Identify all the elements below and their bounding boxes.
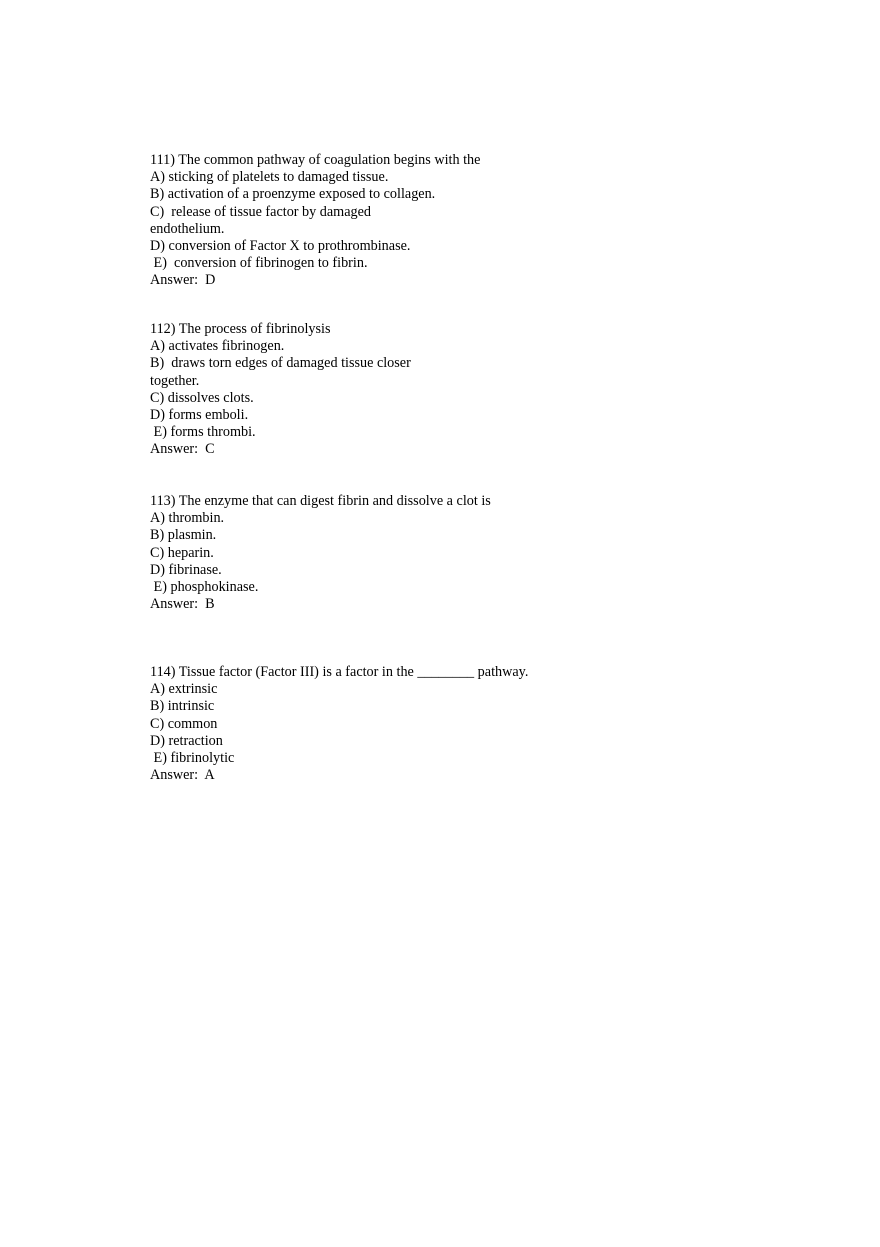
option-e: E) forms thrombi. xyxy=(150,424,256,441)
option-e: E) fibrinolytic xyxy=(150,750,235,767)
question-111 xyxy=(150,152,570,290)
question-112 xyxy=(150,321,570,459)
option-d: D) conversion of Factor X to prothrombinase. xyxy=(150,238,411,255)
option-a: A) activates fibrinogen. xyxy=(150,338,285,355)
question-stem: 114) Tissue factor (Factor III) is a factor in the ________ pathway. xyxy=(150,664,529,680)
option-b: B) intrinsic xyxy=(150,698,215,715)
option-b: B) plasmin. xyxy=(150,527,217,544)
option-d: D) forms emboli. xyxy=(150,407,249,424)
question-stem: 112) The process of fibrinolysis xyxy=(150,321,331,337)
option-c-continued: endothelium. xyxy=(150,220,225,237)
question-114 xyxy=(150,664,570,784)
option-d: D) fibrinase. xyxy=(150,561,222,578)
option-b: B) draws torn edges of damaged tissue closer xyxy=(150,355,411,372)
option-e: E) phosphokinase. xyxy=(150,579,259,596)
answer-line: Answer: B xyxy=(150,596,215,613)
option-c: C) heparin. xyxy=(150,544,214,561)
question-stem: 113) The enzyme that can digest fibrin and dissolve a clot is xyxy=(150,493,491,509)
option-b: B) activation of a proenzyme exposed to collagen. xyxy=(150,186,436,203)
question-stem: 111) The common pathway of coagulation begins with the xyxy=(150,152,481,168)
option-d: D) retraction xyxy=(150,732,223,749)
option-c: C) dissolves clots. xyxy=(150,389,254,406)
answer-line: Answer: D xyxy=(150,272,216,289)
option-a: A) sticking of platelets to damaged tissue. xyxy=(150,169,389,186)
option-c: C) release of tissue factor by damaged xyxy=(150,203,372,220)
option-c: C) common xyxy=(150,715,218,732)
option-a: A) thrombin. xyxy=(150,510,225,527)
option-e: E) conversion of fibrinogen to fibrin. xyxy=(150,255,368,272)
question-113 xyxy=(150,493,570,613)
answer-line: Answer: A xyxy=(150,767,215,784)
option-b-continued: together. xyxy=(150,372,200,389)
answer-line: Answer: C xyxy=(150,441,215,458)
option-a: A) extrinsic xyxy=(150,681,218,698)
